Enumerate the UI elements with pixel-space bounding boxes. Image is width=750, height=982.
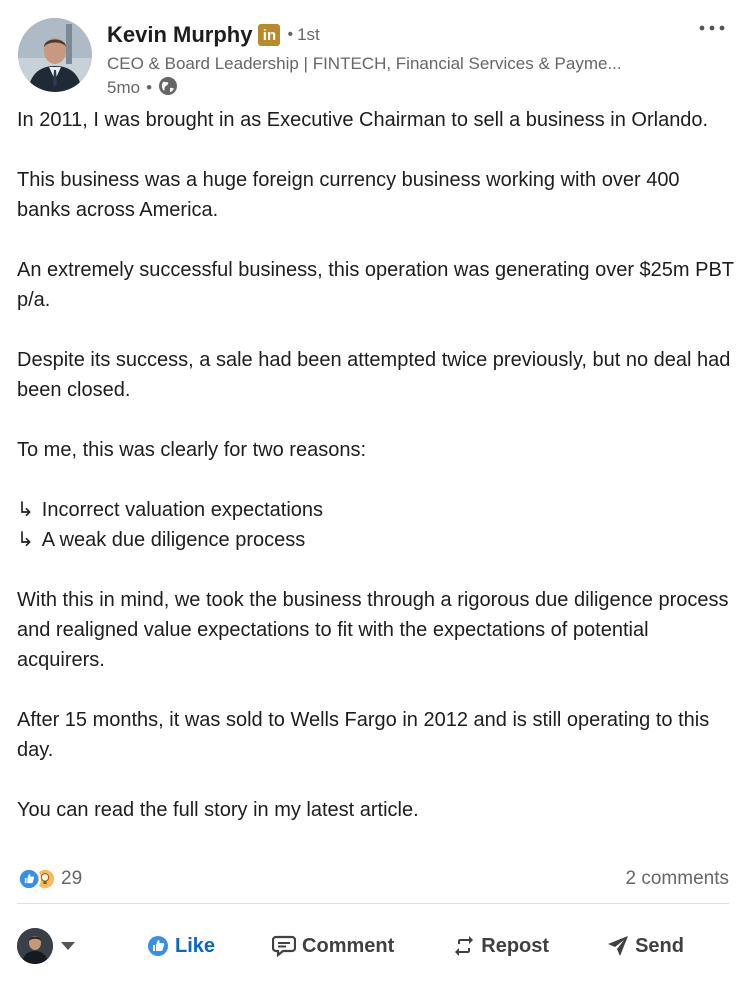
- social-counts: [17, 866, 729, 892]
- repost-button[interactable]: [453, 935, 549, 958]
- post-paragraph: This business was a huge foreign currency business working with over 400 banks across America.: [17, 169, 680, 221]
- post-paragraph: With this in mind, we took the business through a rigorous due diligence process and realigned value expectations to fit with the expectations of potential acquirers.: [17, 589, 729, 671]
- like-icon: [17, 867, 41, 891]
- like-button[interactable]: [147, 935, 215, 958]
- actor-switcher[interactable]: [17, 928, 117, 964]
- reactions-summary[interactable]: [17, 867, 82, 891]
- send-icon: [607, 935, 629, 957]
- like-icon: [147, 935, 169, 957]
- post-time: 5mo: [107, 78, 141, 97]
- list-item-text: Incorrect valuation expectations: [41, 499, 324, 521]
- post-paragraph: After 15 months, it was sold to Wells Fargo in 2012 and is still operating to this day.: [17, 709, 710, 761]
- author-avatar[interactable]: [18, 18, 92, 92]
- send-label: Send: [635, 934, 684, 957]
- reaction-icons: [17, 867, 59, 891]
- more-options-button[interactable]: [692, 16, 732, 40]
- separator-dot: •: [287, 26, 294, 43]
- reaction-count: 29: [61, 868, 83, 889]
- connection-degree: 1st: [297, 25, 320, 44]
- chevron-down-icon: [61, 942, 75, 950]
- globe-icon: [158, 76, 178, 101]
- post-paragraph: To me, this was clearly for two reasons:: [17, 439, 367, 461]
- bullet-arrow: ↳: [17, 529, 34, 551]
- repost-icon: [453, 935, 475, 957]
- post-header: [18, 18, 732, 97]
- list-item-text: A weak due diligence process: [41, 529, 306, 551]
- post-paragraph: An extremely successful business, this operation was generating over $25m PBT p/a.: [17, 259, 734, 311]
- author-name[interactable]: Kevin Murphy: [107, 22, 253, 47]
- author-info: [107, 20, 682, 100]
- comment-label: Comment: [302, 934, 395, 957]
- action-bar: [17, 918, 729, 974]
- list-item: [17, 525, 737, 555]
- more-horizontal-icon: [699, 24, 725, 32]
- comment-icon: [272, 935, 296, 957]
- post-paragraph: Despite its success, a sale had been attempted twice previously, but no deal had been closed.: [17, 349, 731, 401]
- post-meta: [107, 76, 682, 100]
- comment-button[interactable]: [272, 935, 394, 958]
- send-button[interactable]: [607, 935, 684, 958]
- repost-label: Repost: [481, 934, 550, 957]
- linkedin-premium-badge-icon: in: [258, 24, 280, 46]
- bullet-arrow: ↳: [17, 499, 34, 521]
- post-body: [17, 105, 737, 855]
- post-paragraph: You can read the full story in my latest article.: [17, 799, 419, 821]
- author-headline: CEO & Board Leadership | FINTECH, Financial Services & Payme...: [107, 54, 622, 73]
- post-paragraph: In 2011, I was brought in as Executive Chairman to sell a business in Orlando.: [17, 109, 709, 131]
- comments-count-link[interactable]: 2 comments: [625, 868, 729, 889]
- like-label: Like: [175, 934, 216, 957]
- divider: [17, 903, 729, 904]
- actor-avatar: [17, 928, 53, 964]
- list-item: [17, 495, 737, 525]
- separator-dot: •: [146, 78, 153, 97]
